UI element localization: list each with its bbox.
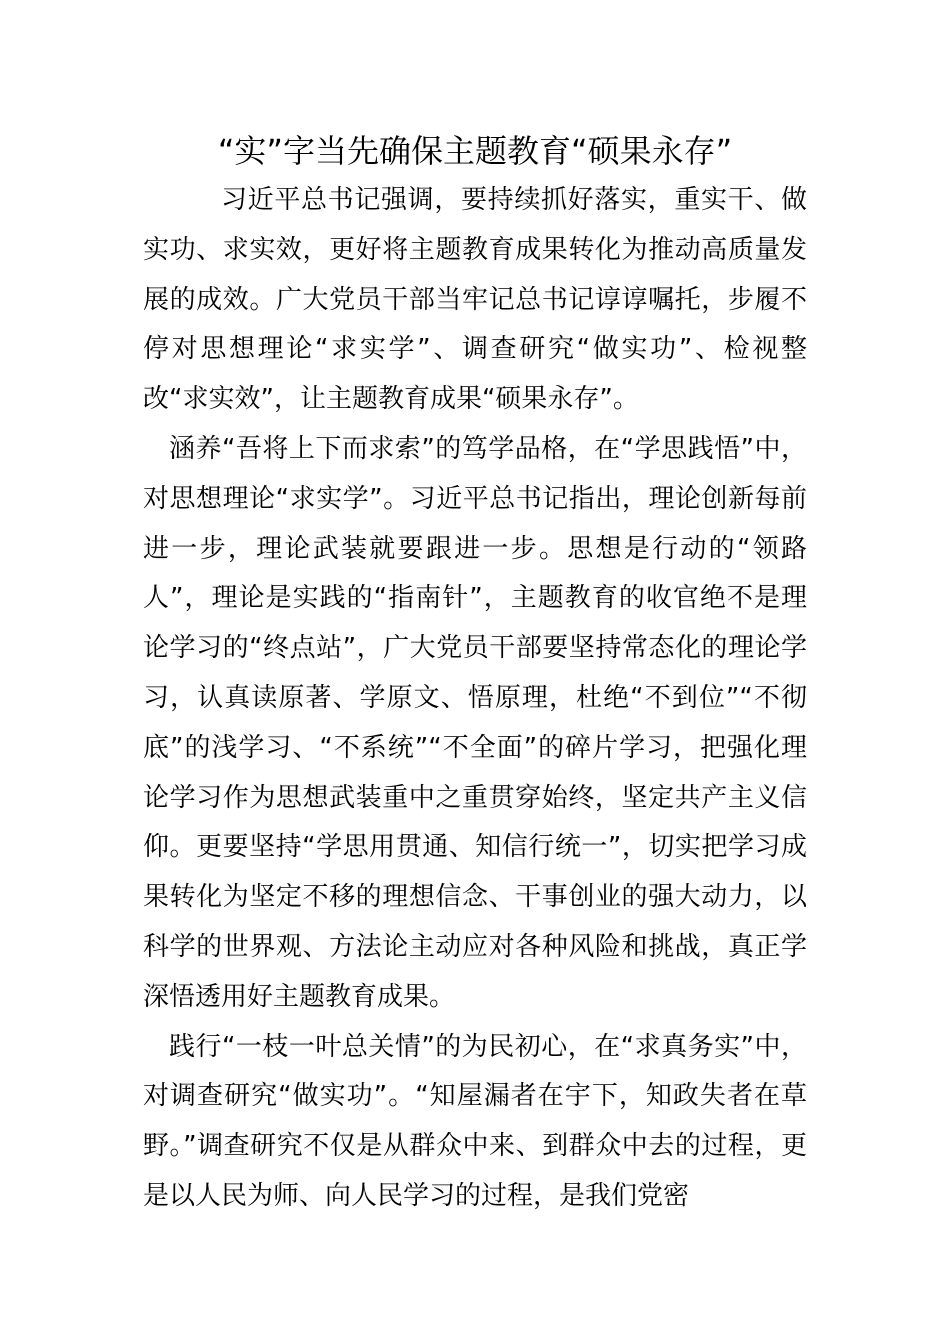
- document-body: [143, 176, 807, 1222]
- document-title: “实”字当先确保主题教育“硕果永存”: [217, 132, 733, 170]
- paragraph-1: 习近平总书记强调，要持续抓好落实，重实干、做实功、求实效，更好将主题教育成果转化为推动高质量发展的成效。广大党员干部当牢记总书记谆谆嘱托，步履不停对思想理论“求实学”、调查研究“做实功”、检视整改“求实效”，让主题教育成果“硕果永存”。: [143, 185, 807, 415]
- paragraph-2: 涵养“吾将上下而求索”的笃学品格，在“学思践悟”中，对思想理论“求实学”。习近平总书记指出，理论创新每前进一步，理论武装就要跟进一步。思想是行动的“领路人”，理论是实践的“指南针”，主题教育的收官绝不是理论学习的“终点站”，广大党员干部要坚持常态化的理论学习，认真读原著、学原文、悟原理，杜绝“不到位”“不彻底”的浅学习、“不系统”“不全面”的碎片学习，把强化理论学习作为思想武装重中之重贯穿始终，坚定共产主义信仰。更要坚持“学思用贯通、知信行统一”，切实把学习成果转化为坚定不移的理想信念、干事创业的强大动力，以科学的世界观、方法论主动应对各种风险和挑战，真正学深悟透用好主题教育成果。: [143, 433, 807, 1012]
- paragraph-3: 践行“一枝一叶总关情”的为民初心，在“求真务实”中，对调查研究“做实功”。“知屋漏者在宇下，知政失者在草野。”调查研究不仅是从群众中来、到群众中去的过程，更是以人民为师、向人民学习的过程，是我们党密: [143, 1031, 807, 1211]
